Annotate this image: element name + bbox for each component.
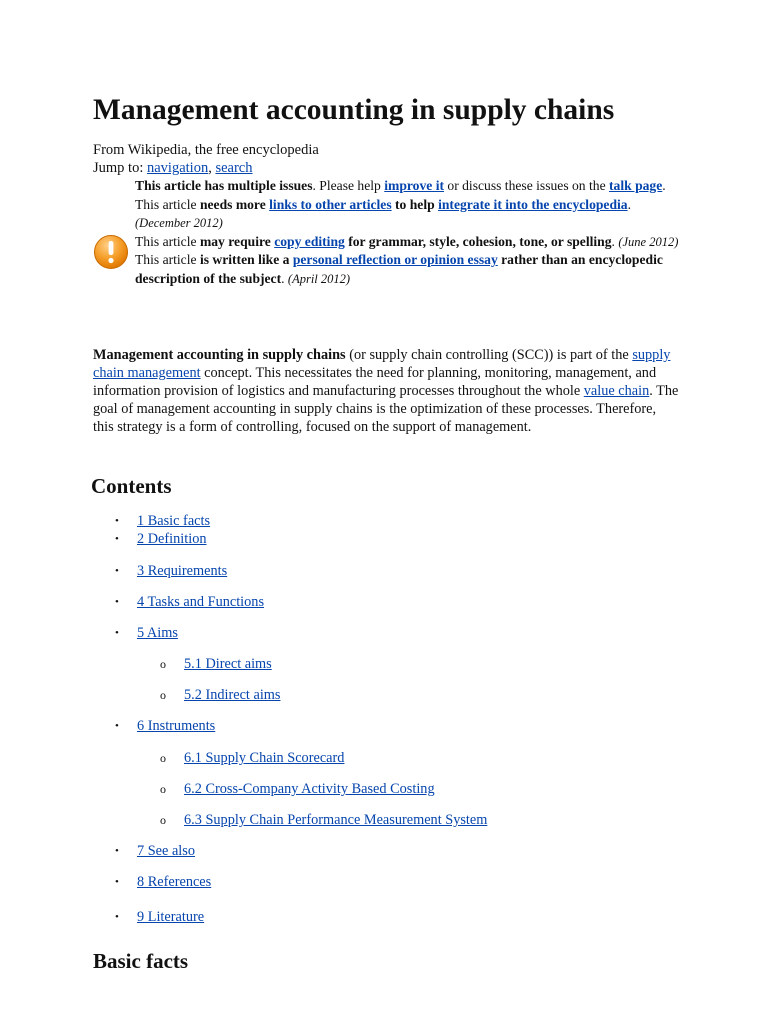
issue-multiple — [135, 177, 683, 196]
toc-item — [115, 530, 207, 548]
issue-text: or discuss these issues on the — [444, 178, 610, 193]
issue-links — [135, 196, 683, 233]
toc-sub-bullet: o — [160, 813, 166, 827]
toc-link-literature[interactable]: 9 Literature — [137, 909, 205, 925]
contents-heading: Contents — [91, 474, 172, 498]
toc-link-performance-measurement[interactable]: 6.3 Supply Chain Performance Measurement System — [184, 812, 488, 828]
issue-date: (April 2012) — [287, 271, 351, 286]
issue-text: This article — [135, 252, 200, 267]
links-to-other-articles-link[interactable]: links to other articles — [269, 196, 392, 212]
lead-subject: Management accounting in supply chains — [93, 347, 346, 363]
issue-bold-text: to help — [391, 196, 439, 212]
issue-copyedit — [135, 233, 683, 252]
toc-link-instruments[interactable]: 6 Instruments — [137, 718, 216, 734]
page-title: Management accounting in supply chains — [93, 94, 615, 126]
toc-item — [115, 562, 227, 580]
toc-subitem — [160, 655, 272, 673]
site-tagline: From Wikipedia, the free encyclopedia — [93, 142, 319, 158]
integrate-link[interactable]: integrate it into the encyclopedia — [438, 196, 628, 212]
toc-bullet: • — [115, 515, 119, 527]
lead-text: . The goal of management accounting in supply chains is the optimization of these processes. Therefore, this strategy is a form of controlling, focused on the support of management. — [93, 383, 679, 435]
issue-text: This article — [135, 196, 200, 212]
toc-bullet: • — [115, 911, 119, 923]
toc-sub-bullet: o — [160, 688, 166, 702]
issue-bold-text: for grammar, style, cohesion, tone, or spelling — [344, 233, 612, 249]
toc-item — [115, 717, 215, 735]
jump-to-search-link[interactable]: search — [215, 160, 253, 176]
toc-item — [115, 873, 211, 891]
section-heading-basic-facts: Basic facts — [93, 949, 189, 973]
supply-chain-management-link[interactable]: supply chain management — [93, 347, 671, 381]
toc-bullet: • — [115, 845, 119, 857]
value-chain-link[interactable]: value chain — [583, 383, 650, 399]
toc-link-basic-facts[interactable]: 1 Basic facts — [137, 513, 211, 529]
toc-bullet: • — [115, 596, 119, 608]
toc-bullet: • — [115, 876, 119, 888]
toc-link-supply-chain-scorecard[interactable]: 6.1 Supply Chain Scorecard — [184, 750, 345, 766]
jump-to-label: Jump to: — [93, 160, 147, 176]
issue-text: . — [627, 196, 632, 212]
issue-bold-text: may require — [199, 233, 275, 249]
issue-essay — [135, 251, 683, 288]
toc-bullet: • — [115, 720, 119, 732]
toc-link-activity-based-costing[interactable]: 6.2 Cross-Company Activity Based Costing — [184, 781, 435, 797]
toc-link-see-also[interactable]: 7 See also — [137, 843, 195, 859]
jump-to-separator: , — [208, 160, 216, 176]
toc-link-tasks-and-functions[interactable]: 4 Tasks and Functions — [137, 594, 265, 610]
issue-text: . Please help — [312, 178, 385, 193]
toc-item — [115, 593, 264, 611]
toc-link-references[interactable]: 8 References — [137, 874, 212, 890]
issue-text: . — [611, 233, 619, 249]
toc-sub-bullet: o — [160, 782, 166, 796]
warning-icon — [93, 234, 129, 270]
toc-item — [115, 512, 210, 530]
issue-date: (June 2012) — [618, 234, 679, 249]
issue-text: . — [662, 178, 666, 193]
toc-bullet: • — [115, 565, 119, 577]
opinion-essay-link[interactable]: personal reflection or opinion essay — [292, 252, 498, 267]
jump-to-navigation-link[interactable]: navigation — [146, 160, 209, 176]
talk-page-link[interactable]: talk page — [609, 178, 663, 193]
toc-subitem — [160, 749, 344, 767]
lead-paragraph — [93, 346, 679, 436]
lead-text: concept. This necessitates the need for planning, monitoring, management, and information provision of logistics and manufacturing processes throughout the whole — [93, 365, 657, 399]
issue-date: (December 2012) — [135, 216, 223, 230]
toc-item — [115, 624, 178, 642]
improve-it-link[interactable]: improve it — [384, 178, 445, 193]
toc-link-indirect-aims[interactable]: 5.2 Indirect aims — [184, 687, 281, 703]
issue-bold-text: needs more — [199, 196, 270, 212]
toc-link-direct-aims[interactable]: 5.1 Direct aims — [184, 656, 272, 672]
issue-text: . — [281, 270, 288, 286]
copy-editing-link[interactable]: copy editing — [274, 233, 345, 249]
toc-link-definition[interactable]: 2 Definition — [137, 531, 207, 547]
toc-sub-bullet: o — [160, 751, 166, 765]
issue-bold-text: rather than an encyclopedic description of the subject — [135, 252, 663, 286]
issue-bold-text: is written like a — [199, 252, 293, 267]
toc-subitem — [160, 780, 435, 798]
toc-item — [115, 908, 204, 926]
lead-text: (or supply chain controlling (SCC)) is part of the — [345, 347, 633, 363]
jump-to — [93, 159, 252, 177]
toc-sub-bullet: o — [160, 657, 166, 671]
issue-multiple-heading: This article has multiple issues — [135, 178, 313, 193]
toc-link-aims[interactable]: 5 Aims — [137, 625, 178, 641]
toc-subitem — [160, 811, 487, 829]
toc-item — [115, 842, 195, 860]
toc-bullet: • — [115, 627, 119, 639]
issues-list — [135, 177, 683, 288]
issue-text: This article — [135, 233, 200, 249]
toc-bullet: • — [115, 533, 119, 545]
toc-link-requirements[interactable]: 3 Requirements — [137, 563, 228, 579]
toc-subitem — [160, 686, 280, 704]
